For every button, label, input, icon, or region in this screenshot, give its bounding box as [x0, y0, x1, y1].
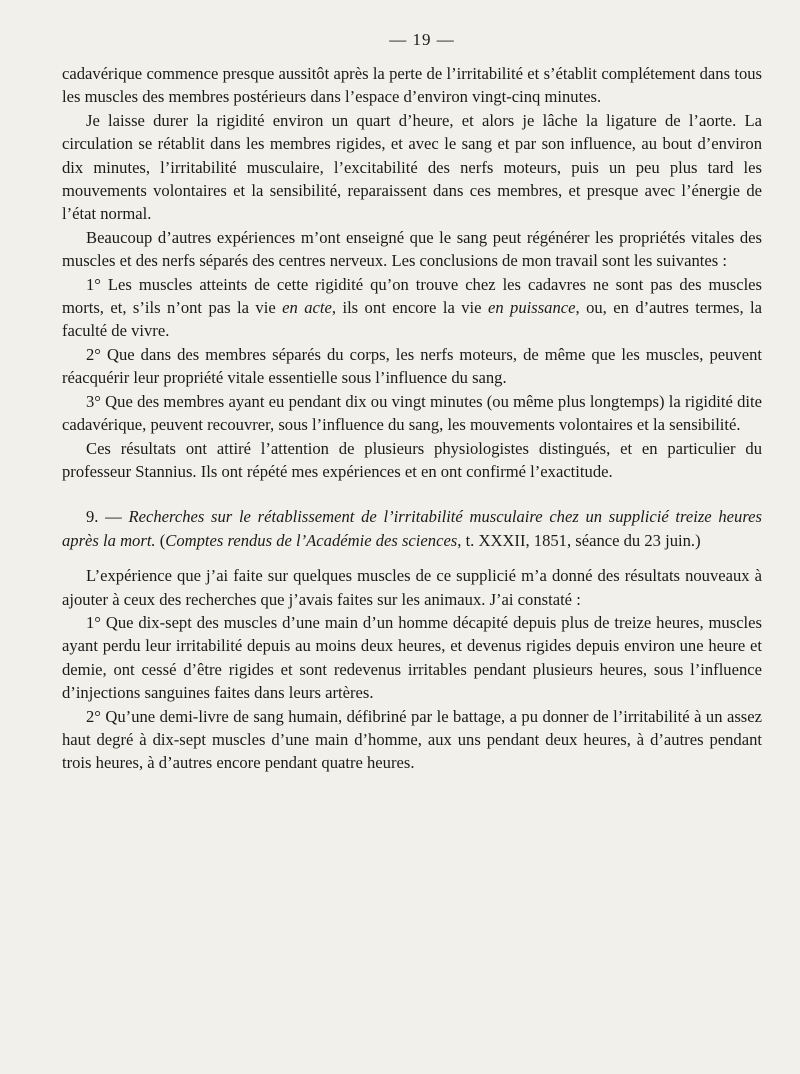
section-9-heading [62, 505, 762, 552]
section-9-ref-rest: , t. XXXII, 1851, séance du 23 juin.) [457, 530, 701, 550]
finding-1: 1° Que dix-sept des muscles d’une main d’un homme décapité depuis plus de treize heures, muscles ayant perdu leur irritabilité depuis au moins deux heures, et devenus rigides depuis environ une heure et demie, ont cessé d’être rigides et sont redevenus irritables pendant plusieurs heures, sous l’influence d’injections sanguines faites dans leurs artères. [62, 612, 762, 703]
paragraph-circulation: Je laisse durer la rigidité environ un quart d’heure, et alors je lâche la ligature de l’aorte. La circulation se rétablit dans les membres rigides, et avec le sang et par son influence, au bout d’environ dix minutes, l’irritabilité musculaire, l’excitabilité des nerfs moteurs, puis un peu plus tard les mouvements volontaires et la sensibilité, reparaissent dans ces membres, et presque avec l’énergie de l’état normal. [62, 110, 762, 224]
conclusion-2: 2° Que dans des membres séparés du corps, les nerfs moteurs, de même que les muscles, peuvent réacquérir leur propriété vitale essentielle sous l’influence du sang. [62, 344, 762, 388]
finding-2: 2° Qu’une demi-livre de sang humain, défibriné par le battage, a pu donner de l’irritabilité à un assez haut degré à dix-sept muscles d’une main d’homme, aux uns pendant deux heures, à d’autres pendant trois heures, à d’autres encore pendant quatre heures. [62, 706, 762, 773]
page-number: — 19 — [389, 30, 455, 49]
conclusion-1-en-puissance: en puissance [487, 298, 576, 318]
conclusion-3: 3° Que des membres ayant eu pendant dix ou vingt minutes (ou même plus longtemps) la rigidité dite cadavérique, peuvent recouvrer, sous l’influence du sang, les mouvements volontaires et la sensibilité. [62, 391, 762, 435]
conclusion-1-text-c: , ils ont encore la vie [331, 298, 488, 318]
conclusion-1 [62, 273, 762, 343]
paragraph-rigidity: cadavérique commence presque aussitôt après la perte de l’irritabilité et s’établit complétement dans tous les muscles des membres postérieurs dans l’espace d’environ vingt-cinq minutes. [62, 64, 762, 107]
section-9-ref-open: ( [155, 530, 166, 550]
section-9-journal: Comptes rendus de l’Académie des sciences [165, 530, 458, 550]
section-9-title: Recherches sur le rétablissement de l’irritabilité musculaire chez un supplicié treize heures après la mort. [62, 507, 763, 550]
conclusion-1-en-acte: en acte [282, 298, 332, 318]
paragraph-results: Ces résultats ont attiré l’attention de plusieurs physiologistes distingués, et en particulier du professeur Stannius. Ils ont répété mes expériences et en ont confirmé l’exactitude. [62, 438, 762, 481]
conclusion-1-text-e: , ou, en d’autres termes, la faculté de vivre. [62, 298, 762, 341]
paragraph-experience-intro: L’expérience que j’ai faite sur quelques muscles de ce supplicié m’a donné des résultats nouveaux à ajouter à ceux des recherches que j’avais faites sur les animaux. J’ai constaté : [62, 566, 762, 609]
paragraph-experiences: Beaucoup d’autres expériences m’ont enseigné que le sang peut régénérer les propriétés vitales des muscles et des nerfs séparés des centres nerveux. Les conclusions de mon travail sont les suivantes : [62, 227, 762, 271]
conclusion-1-text-a: 1° Les muscles atteints de cette rigidité qu’on trouve chez les cadavres ne sont pas des muscles morts, et, s’ils n’ont pas la vie [62, 274, 762, 318]
section-9-number: 9. — [86, 507, 129, 527]
